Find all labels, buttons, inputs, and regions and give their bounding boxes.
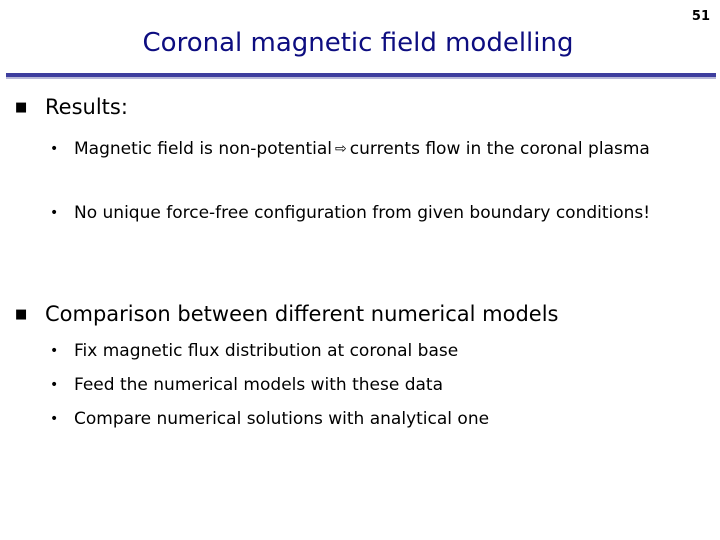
section-heading-comparison: [15, 300, 558, 329]
dot-bullet-icon: •: [50, 141, 59, 157]
list-item-text: [74, 135, 700, 163]
list-item: [50, 199, 700, 227]
list-item-text: Fix magnetic flux distribution at coronal base: [74, 341, 459, 361]
list-item-text-after: currents flow in the coronal plasma: [349, 139, 650, 159]
section-heading-text: Results:: [45, 95, 128, 119]
section-heading-text: Comparison between different numerical models: [45, 302, 559, 326]
dot-bullet-icon: •: [50, 343, 59, 359]
dot-bullet-icon: •: [50, 377, 59, 393]
title-underline-shadow: [6, 77, 716, 79]
list-item-text: Compare numerical solutions with analytical one: [74, 409, 490, 429]
slide-title-text: Coronal magnetic field modelling: [142, 28, 574, 58]
page-number: 51: [691, 9, 710, 24]
square-bullet-icon: ■: [15, 100, 28, 115]
list-item-text: No unique force-free configuration from given boundary conditions!: [74, 203, 651, 223]
dot-bullet-icon: •: [50, 411, 59, 427]
right-arrow-icon: ⇨: [335, 141, 347, 157]
list-item-text: Feed the numerical models with these data: [74, 375, 444, 395]
list-item: [50, 405, 700, 433]
slide-title: [0, 26, 720, 60]
list-item: [50, 135, 700, 163]
square-bullet-icon: ■: [15, 307, 28, 322]
list-item: [50, 371, 700, 399]
dot-bullet-icon: •: [50, 205, 59, 221]
section-heading-results: [15, 93, 128, 122]
list-item-text-before: Magnetic field is non-potential: [74, 139, 333, 159]
list-item: [50, 337, 700, 365]
